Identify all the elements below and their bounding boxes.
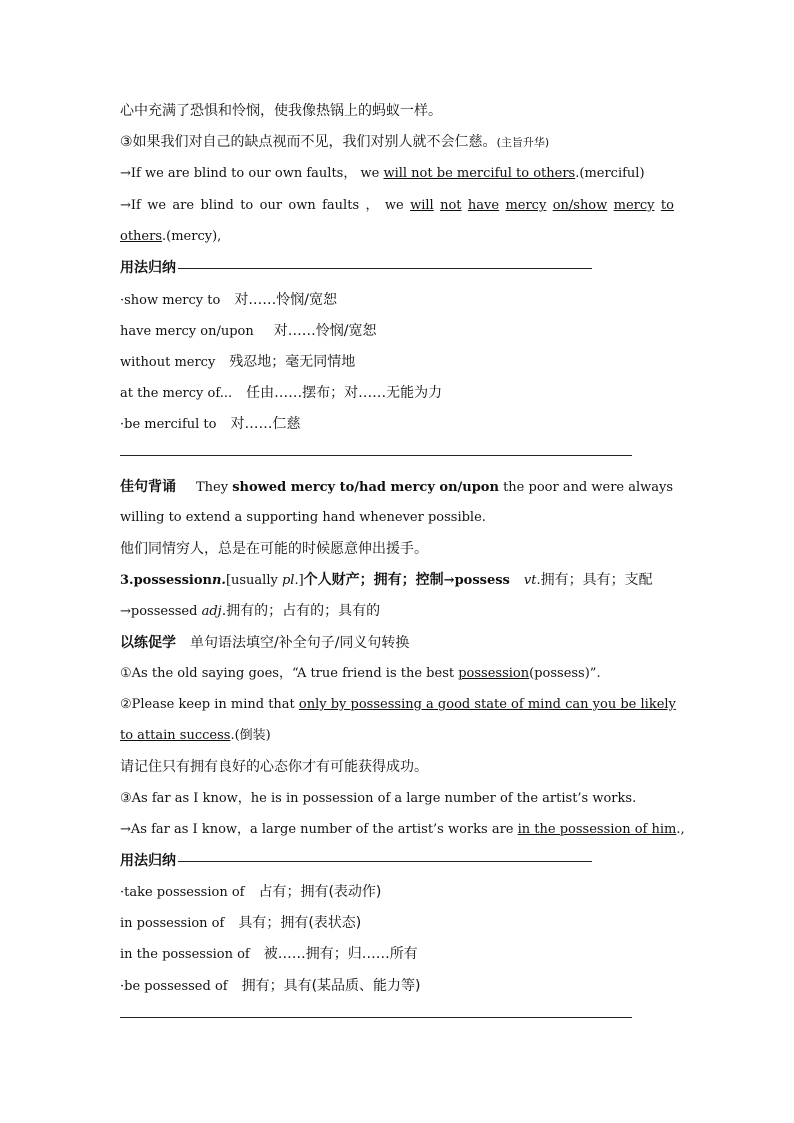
practice-ex-2-cont: to attain success.(倒装) bbox=[120, 728, 271, 743]
practice-ex-2: ②Please keep in mind that only by possessing a good state of mind can you be likely bbox=[120, 697, 676, 712]
practice-ex-3-answer: →As far as I know，a large number of the artist’s works are in the possession of him., bbox=[120, 822, 685, 837]
usage-item: without mercy 残忍地；毫无同情地 bbox=[120, 354, 356, 370]
usage-item: ·be merciful to 对……仁慈 bbox=[120, 416, 301, 432]
usage-item: in the possession of 被……拥有；归……所有 bbox=[120, 946, 418, 962]
usage-heading: 用法归纳 bbox=[120, 851, 592, 871]
section-divider bbox=[120, 1017, 632, 1018]
answer-blank: will not be merciful to others bbox=[383, 166, 576, 181]
usage-item: in possession of 具有；拥有(表状态) bbox=[120, 915, 362, 931]
good-sentence-translation: 他们同情穷人，总是在可能的时候愿意伸出援手。 bbox=[120, 541, 428, 557]
practice-heading: 以练促学 单句语法填空/补全句子/同义句转换 bbox=[120, 635, 410, 651]
vocab-entry-possessed: →possessed adj.拥有的；占有的；具有的 bbox=[120, 603, 381, 619]
example-3-answer-b: →If we are blind to our own faults ， we will not have mercy on/show mercy to bbox=[120, 198, 674, 213]
practice-ex-2-translation: 请记住只有拥有良好的心态你才有可能获得成功。 bbox=[120, 759, 428, 775]
usage-item: ·be possessed of 拥有；具有(某品质、能力等) bbox=[120, 978, 421, 994]
practice-ex-1: ①As the old saying goes，“A true friend is the best possession(possess)”. bbox=[120, 666, 601, 681]
section-divider bbox=[120, 455, 632, 456]
good-sentence: 佳句背诵 They showed mercy to/had mercy on/upon the poor and were always bbox=[120, 479, 674, 495]
usage-heading: 用法归纳 bbox=[120, 258, 592, 278]
example-3-chinese: ③如果我们对自己的缺点视而不见，我们对别人就不会仁慈。(主旨升华) bbox=[120, 134, 550, 150]
practice-ex-3: ③As far as I know，he is in possession of a large number of the artist’s works. bbox=[120, 791, 637, 806]
heading-rule bbox=[178, 861, 592, 862]
example-3-answer-a: →If we are blind to our own faults， we will not be merciful to others.(merciful) bbox=[120, 166, 645, 181]
usage-item: ·take possession of 占有；拥有(表动作) bbox=[120, 884, 382, 900]
usage-item: at the mercy of... 任由……摆布；对……无能为力 bbox=[120, 385, 443, 401]
usage-item: have mercy on/upon 对……怜悯/宽恕 bbox=[120, 323, 377, 339]
example-3-answer-b-cont: others.(mercy), bbox=[120, 229, 222, 244]
heading-rule bbox=[178, 268, 592, 269]
vocab-entry-possession: 3.possessionn.[usually pl.]个人财产；拥有；控制→possess vt.拥有；具有；支配 bbox=[120, 572, 653, 588]
good-sentence-cont: willing to extend a supporting hand whenever possible. bbox=[120, 510, 486, 525]
usage-item: ·show mercy to 对……怜悯/宽恕 bbox=[120, 292, 338, 308]
text-line: 心中充满了恐惧和怜悯，使我像热锅上的蚂蚁一样。 bbox=[120, 103, 442, 119]
